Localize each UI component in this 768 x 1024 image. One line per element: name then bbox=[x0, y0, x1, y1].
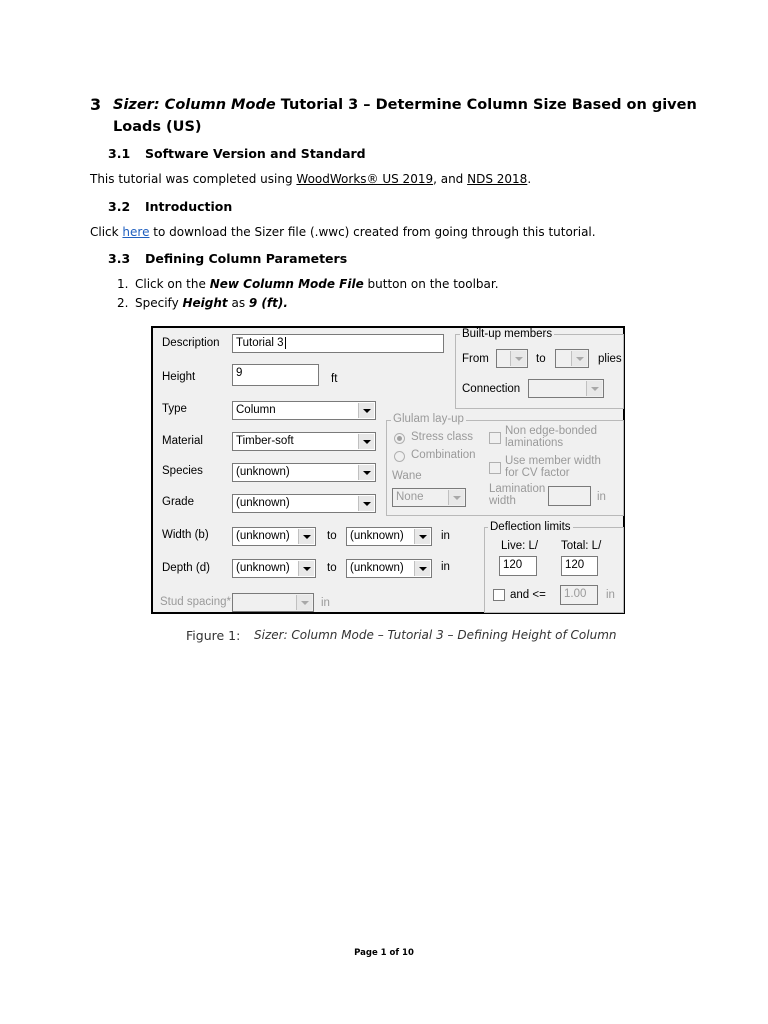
list-number: 2. bbox=[117, 296, 129, 310]
woodworks-link[interactable]: WoodWorks® US 2019 bbox=[296, 172, 434, 186]
chevron-down-icon[interactable] bbox=[586, 381, 602, 396]
list-number: 1. bbox=[117, 277, 129, 291]
depth-to-label: to bbox=[327, 562, 337, 574]
and-limit-unit: in bbox=[606, 589, 615, 601]
stud-spacing-label: Stud spacing* bbox=[160, 596, 231, 608]
figure-caption: Sizer: Column Mode – Tutorial 3 – Defining Height of Column bbox=[254, 628, 617, 642]
grade-value: (unknown) bbox=[236, 497, 290, 509]
stud-spacing-select[interactable] bbox=[232, 593, 314, 612]
width-unit: in bbox=[441, 530, 450, 542]
built-up-title: Built-up members bbox=[462, 328, 553, 340]
width-to-label: to bbox=[327, 530, 337, 542]
chevron-down-icon[interactable] bbox=[510, 351, 526, 366]
chevron-down-icon[interactable] bbox=[358, 465, 374, 480]
combination-label: Combination bbox=[411, 449, 476, 461]
text: Use member width bbox=[505, 455, 601, 467]
depth-to-select[interactable] bbox=[346, 559, 432, 578]
height-label: Height bbox=[162, 371, 196, 383]
glulam-title: Glulam lay-up bbox=[393, 413, 464, 425]
plies-from-select[interactable] bbox=[496, 349, 528, 368]
stress-class-radio[interactable] bbox=[394, 433, 405, 444]
depth-to-value: (unknown) bbox=[350, 562, 404, 574]
deflection-title: Deflection limits bbox=[490, 521, 571, 533]
lamination-width-input[interactable] bbox=[548, 486, 591, 506]
width-to-value: (unknown) bbox=[350, 530, 404, 542]
width-to-select[interactable] bbox=[346, 527, 432, 546]
chevron-down-icon[interactable] bbox=[358, 403, 374, 418]
connection-label: Connection bbox=[462, 383, 521, 395]
chevron-down-icon[interactable] bbox=[298, 529, 314, 544]
depth-label: Depth (d) bbox=[162, 562, 210, 574]
heading-number: 3 bbox=[90, 95, 102, 114]
species-value: (unknown) bbox=[236, 466, 290, 478]
column-dialog bbox=[151, 326, 625, 614]
stud-spacing-unit: in bbox=[321, 597, 330, 609]
title-italic: Sizer: Column Mode bbox=[113, 97, 276, 113]
chevron-down-icon[interactable] bbox=[358, 496, 374, 511]
width-label: Width (b) bbox=[162, 529, 209, 541]
and-limit-label: and <= bbox=[510, 589, 546, 601]
wane-value: None bbox=[396, 491, 424, 503]
non-edge-bonded-label bbox=[505, 425, 597, 449]
section-3-2-text bbox=[90, 225, 596, 239]
description-input[interactable] bbox=[232, 334, 444, 353]
stress-class-label: Stress class bbox=[411, 431, 473, 443]
page-title-line2: Loads (US) bbox=[113, 119, 202, 135]
lamination-width-unit: in bbox=[597, 491, 606, 503]
lamination-width-label bbox=[489, 483, 545, 507]
total-limit-input[interactable]: 120 bbox=[561, 556, 598, 576]
use-member-width-label bbox=[505, 455, 601, 479]
section-3-1-number: 3.1 bbox=[108, 146, 131, 161]
plies-label: plies bbox=[598, 353, 622, 365]
description-label: Description bbox=[162, 337, 220, 349]
text: 9 (ft). bbox=[248, 296, 288, 310]
live-label: Live: L/ bbox=[501, 540, 539, 552]
section-3-3-title: Defining Column Parameters bbox=[145, 251, 348, 266]
height-input[interactable]: 9 bbox=[232, 364, 319, 386]
list-item bbox=[117, 277, 499, 291]
grade-select[interactable] bbox=[232, 494, 376, 513]
plies-to-select[interactable] bbox=[555, 349, 589, 368]
text-cursor bbox=[285, 337, 286, 349]
text: . bbox=[527, 172, 532, 186]
text: This tutorial was completed using bbox=[90, 172, 297, 186]
text: New Column Mode File bbox=[209, 277, 364, 291]
figure-label: Figure 1: bbox=[186, 628, 241, 643]
section-3-2-number: 3.2 bbox=[108, 199, 131, 214]
height-unit: ft bbox=[331, 373, 338, 385]
text: width bbox=[489, 495, 516, 507]
connection-select[interactable] bbox=[528, 379, 604, 398]
plies-to-label: to bbox=[536, 353, 546, 365]
species-label: Species bbox=[162, 465, 203, 477]
section-3-1-text bbox=[90, 172, 531, 186]
from-label: From bbox=[462, 353, 489, 365]
text: Click bbox=[90, 225, 123, 239]
text: Specify bbox=[135, 296, 183, 310]
chevron-down-icon[interactable] bbox=[414, 529, 430, 544]
text: , and bbox=[433, 172, 468, 186]
text: Non edge-bonded bbox=[505, 425, 598, 437]
download-here-link[interactable]: here bbox=[122, 225, 150, 239]
title-rest: Tutorial 3 – Determine Column Size Based on given bbox=[275, 97, 697, 113]
width-from-select[interactable] bbox=[232, 527, 316, 546]
material-value: Timber-soft bbox=[236, 435, 294, 447]
chevron-down-icon[interactable] bbox=[296, 595, 312, 610]
text: Click on the bbox=[135, 277, 210, 291]
section-3-2-title: Introduction bbox=[145, 199, 233, 214]
chevron-down-icon[interactable] bbox=[358, 434, 374, 449]
live-limit-input[interactable]: 120 bbox=[499, 556, 537, 576]
depth-unit: in bbox=[441, 561, 450, 573]
grade-label: Grade bbox=[162, 496, 194, 508]
text: for CV factor bbox=[505, 467, 570, 479]
chevron-down-icon[interactable] bbox=[571, 351, 587, 366]
species-select[interactable] bbox=[232, 463, 376, 482]
material-label: Material bbox=[162, 435, 203, 447]
page-title bbox=[113, 94, 697, 116]
text: Height bbox=[182, 296, 228, 310]
type-label: Type bbox=[162, 403, 187, 415]
chevron-down-icon[interactable] bbox=[298, 561, 314, 576]
text: Lamination bbox=[489, 483, 546, 495]
text: button on the toolbar. bbox=[363, 277, 499, 291]
depth-from-select[interactable] bbox=[232, 559, 316, 578]
use-member-width-checkbox[interactable] bbox=[489, 462, 501, 474]
type-select[interactable] bbox=[232, 401, 376, 420]
section-3-1-title: Software Version and Standard bbox=[145, 146, 366, 161]
combination-radio[interactable] bbox=[394, 451, 405, 462]
nds-link[interactable]: NDS 2018 bbox=[467, 172, 528, 186]
chevron-down-icon[interactable] bbox=[448, 490, 464, 505]
wane-label: Wane bbox=[392, 470, 422, 482]
total-label: Total: L/ bbox=[561, 540, 602, 552]
text: as bbox=[227, 296, 249, 310]
text: to download the Sizer file (.wwc) created from going through this tutorial. bbox=[149, 225, 596, 239]
list-item bbox=[117, 296, 288, 310]
wane-select[interactable] bbox=[392, 488, 466, 507]
description-value: Tutorial 3 bbox=[236, 337, 284, 349]
chevron-down-icon[interactable] bbox=[414, 561, 430, 576]
width-from-value: (unknown) bbox=[236, 530, 290, 542]
non-edge-bonded-checkbox[interactable] bbox=[489, 432, 501, 444]
type-value: Column bbox=[236, 404, 276, 416]
page-number: Page 1 of 10 bbox=[354, 948, 414, 958]
section-3-3-number: 3.3 bbox=[108, 251, 131, 266]
and-limit-checkbox[interactable] bbox=[493, 589, 505, 601]
text: laminations bbox=[505, 437, 564, 449]
and-limit-input[interactable]: 1.00 bbox=[560, 585, 598, 605]
material-select[interactable] bbox=[232, 432, 376, 451]
depth-from-value: (unknown) bbox=[236, 562, 290, 574]
